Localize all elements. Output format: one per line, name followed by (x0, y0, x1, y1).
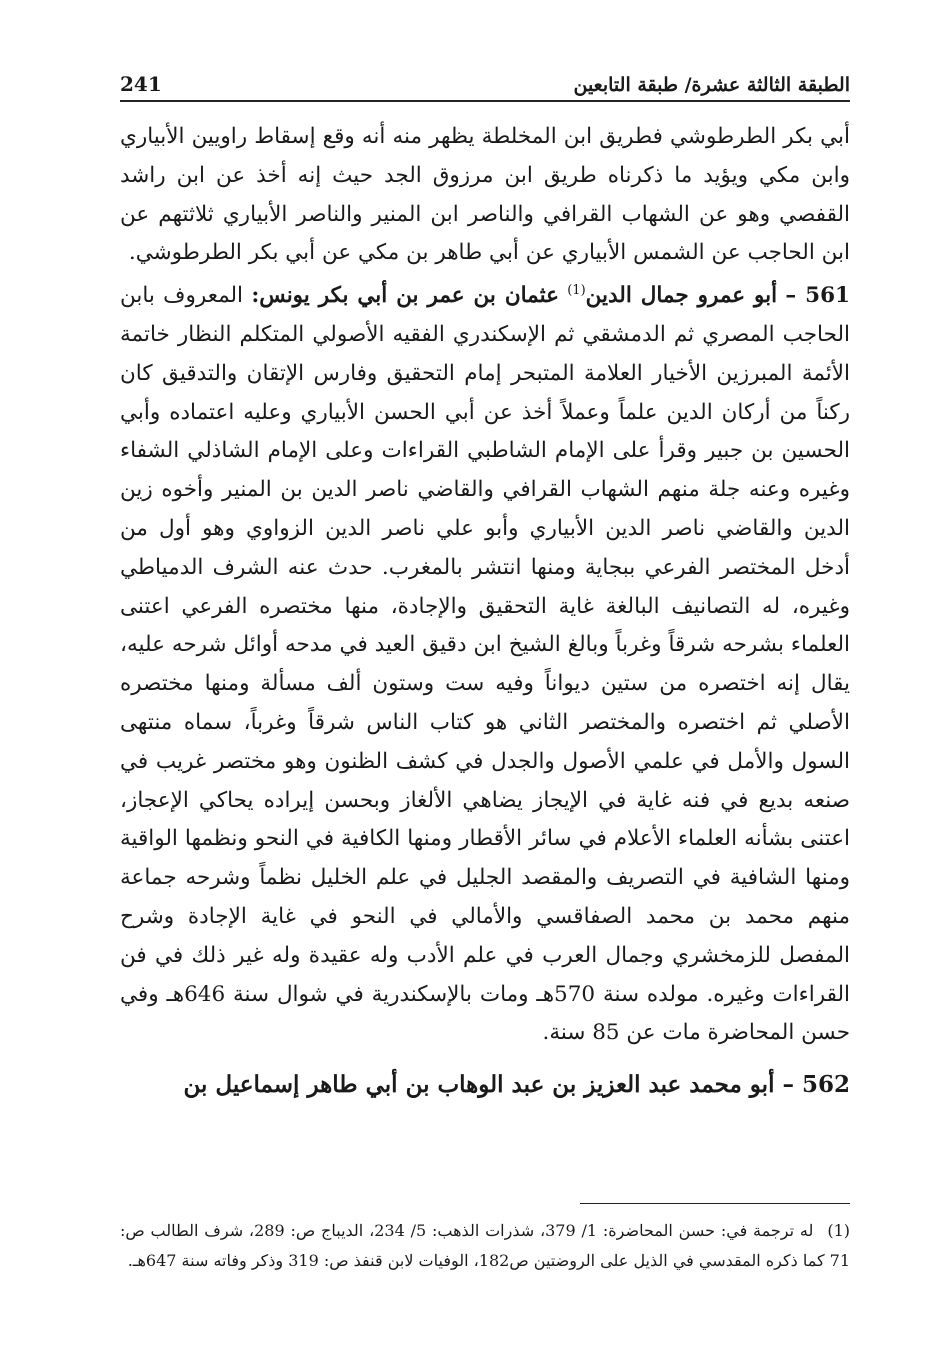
footnote-ref[interactable]: (1) (567, 283, 586, 299)
page-header (120, 56, 850, 102)
running-title: الطبقة الثالثة عشرة/ طبقة التابعين (573, 74, 850, 96)
entry-561-name: أبو عمرو جمال الدين (585, 283, 778, 309)
footnote-text: له ترجمة في: حسن المحاضرة: 1/ 379، شذرات الذهب: 5/ 234، الديباج ص: 289، شرف الطالب ص: 71 كما ذكره المقدسي في الذيل على الروضتين ص182، الوفيات لابن قنفذ ص: 319 وذكر وفاته سنة 647هـ. (120, 1221, 850, 1270)
book-page (120, 56, 851, 1270)
entry-561-name-cont: عثمان بن عمر بن أبي بكر يونس: (251, 283, 559, 309)
intro-paragraph: أبي بكر الطرطوشي فطريق ابن المخلطة يظهر منه أنه وقع إسقاط راويين الأبياري وابن مكي ويؤيد ما ذكرناه طريق ابن مرزوق الجد حيث إنه أخذ عن ابن راشد القفصي وهو عن الشهاب القرافي والناصر ابن المنير والناصر الأبياري ثلاثتهم عن ابن الحاجب عن الشمس الأبياري عن أبي طاهر بن مكي عن أبي بكر الطرطوشي. (120, 124, 850, 266)
footnote-divider (580, 1203, 850, 1204)
entry-561-text: المعروف بابن الحاجب المصري ثم الدمشقي ثم الإسكندري الفقيه الأصولي المتكلم النظار خاتمة الأئمة المبرزين الأخيار العلامة المتبحر إمام التحقيق وفارس الإتقان والتدقيق كان ركناً من أركان الدين علماً وعملاً أخذ عن أبي الحسن الأبياري وعليه اعتماده وأبي الحسين بن جبير وقرأ على الإمام الشاطبي القراءات وعلى الإمام الشاذلي الشفاء وغيره وعنه جلة منهم الشهاب القرافي والقاضي ناصر الدين بن المنير وأخوه زين الدين والقاضي ناصر الدين الأبياري وأبو علي ناصر الدين الزواوي وهو أول من أدخل المختصر الفرعي ببجاية ومنها انتشر بالمغرب. حدث عنه الشرف الدمياطي وغيره، له التصانيف البالغة غاية التحقيق والإجادة، منها مختصره الفرعي اعتنى العلماء بشرحه شرقاً وغرباً وبالغ الشيخ ابن دقيق العيد في مدحه أوائل شرحه عليه، يقال إنه اختصره من ستين ديواناً وفيه ست وستون ألف مسألة ومنها مختصره الأصلي ثم اختصره والمختصر الثاني هو كتاب الناس شرقاً وغرباً، سماه منتهى السول والأمل في علمي الأصول والجدل في كشف الظنون وهو مختصر غريب في صنعه بديع في فنه غاية في الإيجاز يضاهي الألغاز وبحسن إيراده يحاكي الإعجاز، اعتنى بشأنه العلماء الأعلام في سائر الأقطار ومنها الكافية في النحو ونظمها الواقية ومنها الشافية في التصريف والمقصد الجليل في علم الخليل نظماً وشرحه جماعة منهم محمد بن محمد الصفاقسي والأمالي في النحو في غاية الإجادة وشرح المفصل للزمخشري وجمال العرب في علم الأدب وله عقيدة وله غير ذلك في فن القراءات وغيره. مولده سنة 570هـ ومات بالإسكندرية في شوال سنة 646هـ وفي حسن المحاضرة مات عن 85 سنة. (120, 283, 850, 1046)
footnote (120, 1216, 850, 1276)
entry-561 (120, 277, 850, 1053)
footnote-mark: (1) (827, 1221, 851, 1240)
body-text (120, 118, 850, 1105)
entry-562-heading: 562 – أبو محمد عبد العزيز بن عبد الوهاب بن أبي طاهر إسماعيل بن (183, 1071, 850, 1099)
page-number: 241 (120, 72, 162, 96)
entry-561-number: 561 – (785, 283, 850, 309)
